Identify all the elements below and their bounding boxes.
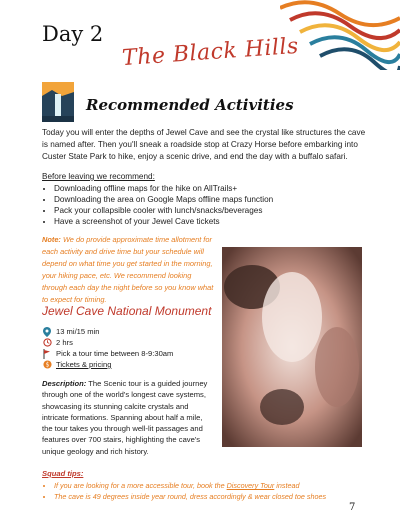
decorative-swirl (280, 0, 400, 70)
map-pin-icon (42, 327, 52, 337)
tickets-row (42, 359, 212, 370)
jewel-cave-description (42, 378, 212, 457)
distance-text: 13 mi/15 min (56, 327, 100, 336)
waterfall-illustration (42, 82, 74, 122)
clock-icon (42, 338, 52, 347)
cave-crystal-photo (222, 247, 362, 447)
day-heading: Day 2 (42, 22, 104, 46)
dollar-icon (42, 360, 52, 369)
tip-text: instead (274, 481, 300, 490)
distance-row (42, 326, 212, 337)
jewel-cave-title: Jewel Cave National Monument (42, 304, 212, 318)
list-item (54, 480, 384, 491)
tip-text: If you are looking for a more accessible tour, book the (54, 481, 227, 490)
note-paragraph (42, 234, 217, 306)
squad-tips-title: Squad tips: (42, 469, 84, 478)
note-label: Note: (42, 235, 61, 244)
description-text: The Scenic tour is a guided journey through one of the world's longest cave systems, showcasing its stunning calcite crystals and intricate formations. Spanning about half a mile, the tour takes you through well-lit passages and features over 700 stairs, highlighting the cave's unique geology and rich history. (42, 379, 208, 456)
list-item: • The cave is 49 degrees inside year round, dress accordingly & wear closed toe shoes (54, 491, 384, 502)
squad-tips-list (42, 480, 384, 502)
duration-row (42, 337, 212, 348)
jewel-cave-info (42, 326, 212, 370)
before-leaving-heading: Before leaving we recommend: (42, 172, 155, 181)
script-title: The Black Hills (121, 33, 300, 72)
discovery-tour-link[interactable]: Discovery Tour (226, 481, 275, 490)
description-label: Description: (42, 379, 87, 388)
list-item: • Pack your collapsible cooler with lunch/snacks/beverages (54, 205, 384, 216)
tickets-link[interactable]: Tickets & pricing (56, 360, 112, 369)
before-leaving-list (42, 183, 384, 227)
intro-paragraph: Today you will enter the depths of Jewel Cave and see the crystal like structures the cave is named after. Then you'll sneak a roadside stop at Crazy Horse before embarking into Custer State Park to hike, enjoy a scenic drive, and end the day with a buffalo safari. (42, 128, 366, 161)
note-text: We do provide approximate time allotment for each activity and drive time but your schedule will depend on what time you get started in the morning, your hiking pace, etc. We recommend looking through each day the night before so you know what to expect for timing. (42, 235, 214, 304)
list-item: • Downloading the area on Google Maps offline maps function (54, 194, 384, 205)
page-number: 7 (349, 502, 356, 513)
svg-text:$: $ (45, 362, 49, 369)
flag-icon (42, 349, 52, 359)
recommended-activities-title: Recommended Activities (86, 96, 294, 114)
duration-text: 2 hrs (56, 338, 73, 347)
tour-time-text: Pick a tour time between 8-9:30am (56, 349, 174, 358)
tour-time-row (42, 348, 212, 359)
list-item: • Have a screenshot of your Jewel Cave tickets (54, 216, 384, 227)
list-item: • Downloading offline maps for the hike on AllTrails+ (54, 183, 384, 194)
